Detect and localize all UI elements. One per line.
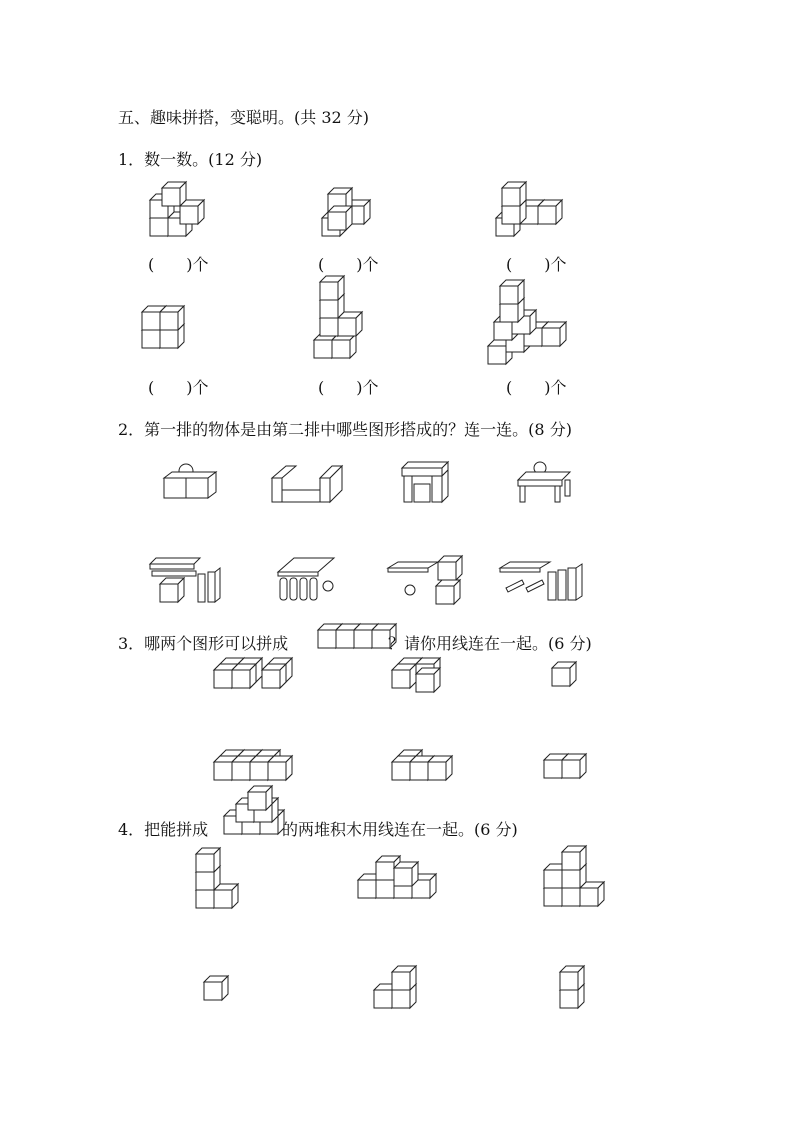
section-title: 五、趣味拼搭，变聪明。(共 32 分) [118, 108, 370, 127]
cube-stack-c [496, 184, 572, 240]
cube-stack-f [488, 286, 568, 366]
q4-bottom-stack-b [374, 966, 418, 1012]
q4-title-before: 4．把能拼成 [118, 820, 209, 839]
slab-cylinders-ball [278, 556, 348, 606]
q3-bottom-shape-a [214, 752, 304, 782]
q3-bottom-shape-b [392, 752, 454, 782]
q1-blank-2[interactable]: ( )个 [318, 255, 379, 274]
q2-title: 2．第一排的物体是由第二排中哪些图形搭成的？连一连。(8 分) [118, 420, 572, 439]
q4-bottom-stack-a [204, 976, 234, 1006]
q3-top-shape-a [214, 660, 294, 690]
q1-blank-5[interactable]: ( )个 [318, 378, 379, 397]
plank-sticks-prisms [500, 556, 586, 606]
cube-stack-e [314, 290, 370, 364]
q4-top-stack-a [196, 850, 240, 912]
q3-top-shape-c [552, 662, 582, 692]
q3-title-before: 3．哪两个图形可以拼成 [118, 634, 289, 653]
table-with-ball [516, 460, 572, 506]
q3-top-shape-b [392, 660, 452, 692]
plates-cube-prisms [150, 556, 230, 606]
q1-blank-1[interactable]: ( )个 [148, 255, 209, 274]
ball-on-box [164, 462, 220, 504]
q4-top-stack-b [358, 854, 434, 900]
cube-stack-d [142, 298, 198, 354]
q4-bottom-stack-c [560, 966, 590, 1012]
q1-title: 1．数一数。(12 分) [118, 150, 263, 169]
cube-stack-b [322, 184, 378, 240]
q3-title-after: ？请你用线连在一起。(6 分) [388, 634, 592, 653]
q1-blank-6[interactable]: ( )个 [506, 378, 567, 397]
cabinet-shape [402, 460, 452, 506]
q4-target-stack [224, 790, 282, 836]
plank-ball-cubes [388, 556, 464, 606]
q1-blank-4[interactable]: ( )个 [148, 378, 209, 397]
q4-title-after: 的两堆积木用线连在一起。(6 分) [282, 820, 518, 839]
q4-top-stack-c [544, 850, 606, 910]
q3-bottom-shape-c [544, 754, 588, 784]
sofa-shape [272, 462, 344, 504]
cube-stack-a [150, 184, 206, 240]
q1-blank-3[interactable]: ( )个 [506, 255, 567, 274]
q3-target-row [318, 620, 394, 650]
